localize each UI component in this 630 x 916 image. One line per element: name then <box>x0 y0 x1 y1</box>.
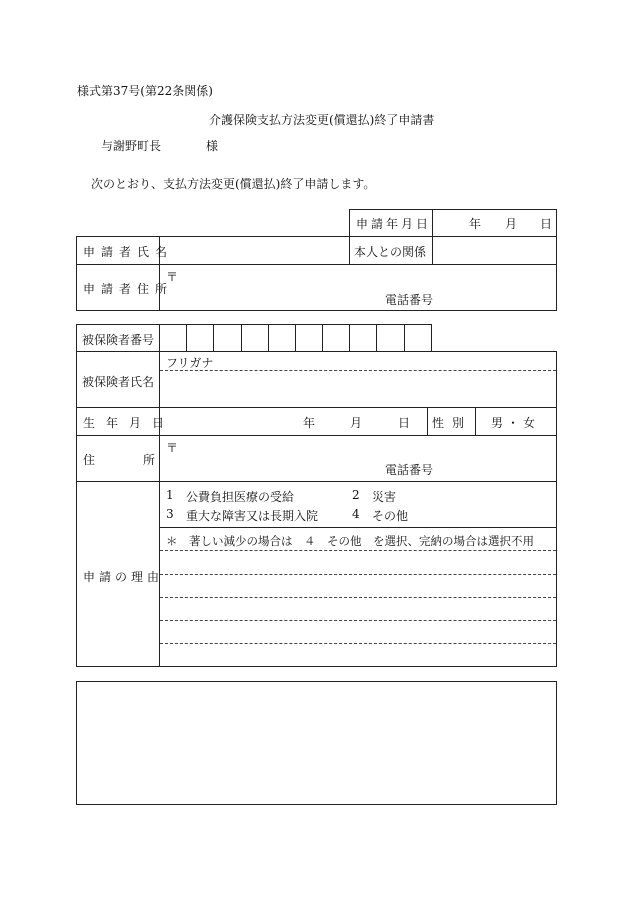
reason-label: 申請の理由 <box>83 570 164 584</box>
applicant-address-label: 申請者住所 <box>83 282 174 296</box>
reason-option-4-num: 4 <box>352 507 360 521</box>
relation-field[interactable] <box>434 238 555 262</box>
birth-date-label: 生年月日 <box>83 416 176 430</box>
insured-name-field[interactable] <box>161 373 555 405</box>
insured-address-label-1: 住 <box>83 453 96 467</box>
reason-option-3-num: 3 <box>166 507 174 521</box>
reason-option-2-num: 2 <box>352 488 360 502</box>
gender-options[interactable]: 男・女 <box>491 416 540 430</box>
reason-text-field[interactable] <box>161 552 555 664</box>
reason-option-3[interactable]: 重大な障害又は長期入院 <box>186 509 319 523</box>
furigana-label: フリガナ <box>166 356 214 370</box>
applicant-name-label: 申請者氏名 <box>83 245 174 259</box>
reason-option-1-num: 1 <box>166 488 174 502</box>
gender-label: 性別 <box>432 416 473 430</box>
honorific: 様 <box>206 139 219 153</box>
applicant-date-value[interactable] <box>434 211 464 233</box>
insured-number-label: 被保険者番号 <box>82 333 155 347</box>
application-day-unit: 日 <box>540 217 553 231</box>
reason-option-1[interactable]: 公費負担医療の受給 <box>186 490 295 504</box>
birth-year-unit: 年 <box>303 416 316 430</box>
intro-text: 次のとおり、支払方法変更(償還払)終了申請します。 <box>91 177 376 191</box>
form-number: 様式第37号(第22条関係) <box>77 84 213 98</box>
application-month-unit: 月 <box>505 217 518 231</box>
relation-label: 本人との関係 <box>354 245 427 259</box>
addressee: 与謝野町長 <box>101 139 162 153</box>
insured-name-label: 被保険者氏名 <box>82 375 155 389</box>
insured-phone-label: 電話番号 <box>385 463 434 477</box>
applicant-name-field[interactable] <box>161 238 347 262</box>
remarks-box <box>76 681 557 805</box>
insured-address-label-2: 所 <box>143 453 156 467</box>
reason-option-4[interactable]: その他 <box>372 509 409 523</box>
insured-postal-mark: 〒 <box>166 441 179 455</box>
application-date-label: 申請年月日 <box>356 217 432 231</box>
applicant-phone-label: 電話番号 <box>385 293 434 307</box>
reason-option-2[interactable]: 災害 <box>372 490 397 504</box>
insured-number-field[interactable] <box>161 326 429 350</box>
reason-note: ＊ 著しい減少の場合は ４ その他 を選択、完納の場合は選択不用 <box>166 534 534 548</box>
applicant-postal-mark: 〒 <box>166 270 179 284</box>
document-title: 介護保険支払方法変更(償還払)終了申請書 <box>209 113 435 127</box>
birth-day-unit: 日 <box>398 416 411 430</box>
application-year-unit: 年 <box>469 217 482 231</box>
birth-month-unit: 月 <box>350 416 363 430</box>
insured-address-field[interactable] <box>180 439 550 457</box>
applicant-address-field[interactable] <box>180 268 550 286</box>
